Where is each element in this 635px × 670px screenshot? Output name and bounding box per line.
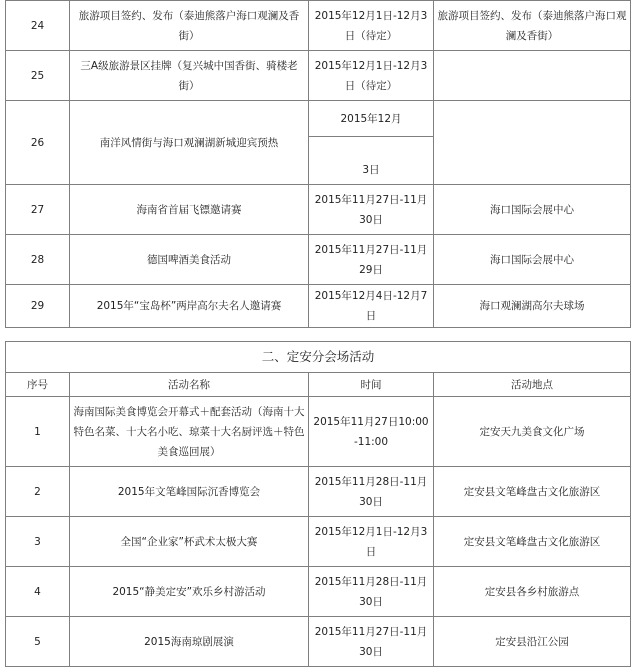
activity-time: 2015年11月27日10:00-11:00 (309, 397, 434, 467)
activity-name: 德国啤酒美食活动 (70, 235, 309, 285)
activity-time: 2015年12月1日-12月3日（待定） (309, 1, 434, 51)
header-place: 活动地点 (434, 373, 631, 397)
activity-time: 2015年11月27日-11月30日 (309, 617, 434, 667)
activity-place: 旅游项目签约、发布（泰迪熊落户海口观澜及香街） (434, 1, 631, 51)
activity-time: 2015年12月4日-12月7日 (309, 285, 434, 328)
activity-place: 定安天九美食文化广场 (434, 397, 631, 467)
row-number: 1 (6, 397, 70, 467)
activity-name: 全国“企业家”杯武术太极大赛 (70, 517, 309, 567)
row-number: 4 (6, 567, 70, 617)
section-title-row (6, 342, 631, 373)
activity-name: 2015年文笔峰国际沉香博览会 (70, 467, 309, 517)
table-row (6, 101, 631, 137)
activity-place: 定安县文笔峰盘古文化旅游区 (434, 467, 631, 517)
table-row (6, 467, 631, 517)
header-time: 时间 (309, 373, 434, 397)
table-row (6, 285, 631, 328)
activity-name: 2015海南琼剧展演 (70, 617, 309, 667)
row-number: 27 (6, 185, 70, 235)
row-number: 29 (6, 285, 70, 328)
activity-time: 2015年12月1日-12月3日 (309, 517, 434, 567)
table-row (6, 1, 631, 51)
row-number: 5 (6, 617, 70, 667)
activity-time: 2015年11月27日-11月29日 (309, 235, 434, 285)
activity-place (434, 51, 631, 101)
activity-place: 定安县文笔峰盘古文化旅游区 (434, 517, 631, 567)
section-title: 二、定安分会场活动 (6, 342, 631, 373)
table-row (6, 51, 631, 101)
row-number: 2 (6, 467, 70, 517)
row-number: 26 (6, 101, 70, 185)
haikou-activities-table (5, 0, 631, 328)
activity-name: 三A级旅游景区挂牌（复兴城中国香街、骑楼老街） (70, 51, 309, 101)
table-row (6, 397, 631, 467)
row-number: 24 (6, 1, 70, 51)
header-name: 活动名称 (70, 373, 309, 397)
activity-place: 海口观澜湖高尔夫球场 (434, 285, 631, 328)
table-row (6, 617, 631, 667)
activity-time: 2015年11月28日-11月30日 (309, 567, 434, 617)
activity-time-top: 2015年12月 (309, 101, 434, 137)
activity-name: 海南省首届飞镖邀请赛 (70, 185, 309, 235)
activity-name: 旅游项目签约、发布（泰迪熊落户海口观澜及香街） (70, 1, 309, 51)
row-number: 28 (6, 235, 70, 285)
row-number: 3 (6, 517, 70, 567)
activity-time: 2015年11月28日-11月30日 (309, 467, 434, 517)
activity-place: 定安县沿江公园 (434, 617, 631, 667)
header-row (6, 373, 631, 397)
activity-name: 南洋风情街与海口观澜湖新城迎宾预热 (70, 101, 309, 185)
table-row (6, 185, 631, 235)
dingan-activities-table (5, 341, 631, 667)
table-row (6, 235, 631, 285)
activity-time: 2015年12月1日-12月3日（待定） (309, 51, 434, 101)
activity-name: 2015“静美定安”欢乐乡村游活动 (70, 567, 309, 617)
activity-place: 定安县各乡村旅游点 (434, 567, 631, 617)
row-number: 25 (6, 51, 70, 101)
activity-place: 海口国际会展中心 (434, 185, 631, 235)
activity-place: 海口国际会展中心 (434, 235, 631, 285)
activity-name: 2015年“宝岛杯”两岸高尔夫名人邀请赛 (70, 285, 309, 328)
table-row (6, 567, 631, 617)
activity-name: 海南国际美食博览会开幕式＋配套活动（海南十大特色名菜、十大名小吃、琼菜十大名厨评选＋特色美食巡回展） (70, 397, 309, 467)
activity-time: 2015年11月27日-11月30日 (309, 185, 434, 235)
activity-place (434, 101, 631, 185)
header-number: 序号 (6, 373, 70, 397)
activity-time-bottom: 3日 (309, 137, 434, 185)
table-row (6, 517, 631, 567)
